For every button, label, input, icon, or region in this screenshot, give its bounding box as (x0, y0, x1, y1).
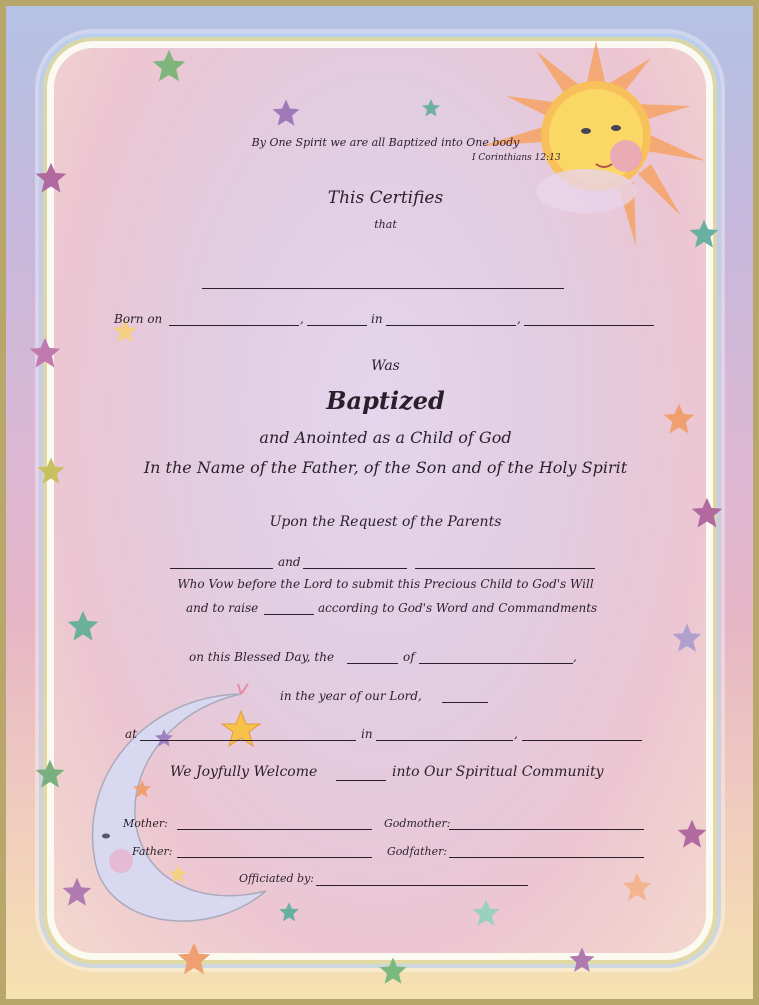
church-comma: , (514, 727, 518, 741)
godmother-line[interactable] (449, 829, 644, 830)
that-text: that (374, 218, 397, 231)
welcome-pre-text: We Joyfully Welcome (170, 764, 318, 780)
star-icon (176, 941, 212, 977)
star-icon (34, 758, 66, 790)
star-icon (621, 871, 653, 903)
raise-post-text: according to God's Word and Commandments (318, 601, 598, 615)
church-line[interactable] (140, 740, 356, 741)
star-icon (66, 609, 100, 643)
request-text: Upon the Request of the Parents (269, 514, 502, 530)
vow-text: Who Vow before the Lord to submit this Precious Child to God's Will (177, 577, 594, 591)
star-icon (154, 728, 174, 748)
star-icon (278, 901, 300, 923)
at-label: at (125, 727, 137, 741)
star-icon (168, 864, 188, 884)
welcome-post-text: into Our Spiritual Community (392, 764, 604, 780)
anointed-text: and Anointed as a Child of God (259, 428, 512, 447)
birth-state-line[interactable] (524, 325, 654, 326)
birth-year-line[interactable] (307, 325, 367, 326)
star-icon (568, 946, 596, 974)
star-icon (271, 98, 301, 128)
verse-reference: I Corinthians 12:13 (472, 153, 561, 163)
blessed-day-text: on this Blessed Day, the (189, 650, 335, 664)
born-comma: , (300, 312, 304, 326)
verse-text: By One Spirit we are all Baptized into One body (251, 136, 520, 149)
birth-city-line[interactable] (386, 325, 516, 326)
month-comma: , (573, 650, 577, 664)
star-icon (471, 898, 501, 928)
church-state-line[interactable] (522, 740, 642, 741)
godfather-line[interactable] (449, 857, 644, 858)
baptized-heading: Baptized (326, 386, 445, 415)
parent-two-line[interactable] (303, 568, 407, 569)
moon-illustration (66, 676, 296, 946)
star-icon (421, 98, 441, 118)
church-city-line[interactable] (376, 740, 513, 741)
of-label: of (403, 650, 415, 664)
child-name-line[interactable] (202, 288, 564, 289)
blessed-day-line[interactable] (347, 663, 398, 664)
godmother-label: Godmother: (384, 817, 451, 830)
star-icon (378, 956, 408, 986)
welcome-name-line[interactable] (336, 780, 386, 781)
year-line[interactable] (442, 702, 488, 703)
star-icon (61, 876, 93, 908)
star-icon (676, 818, 708, 850)
officiant-line[interactable] (316, 885, 528, 886)
raise-pronoun-line[interactable] (264, 614, 314, 615)
born-in-label: in (371, 312, 383, 326)
born-on-label: Born on (114, 312, 163, 326)
born-comma-2: , (517, 312, 521, 326)
godfather-label: Godfather: (387, 845, 448, 858)
and-label: and (278, 555, 301, 569)
raise-pre-text: and to raise (186, 601, 259, 615)
star-icon (671, 622, 703, 654)
star-icon (151, 48, 187, 84)
star-icon (132, 779, 152, 799)
father-line[interactable] (177, 857, 372, 858)
father-label: Father: (132, 845, 173, 858)
was-text: Was (371, 358, 400, 374)
certifies-heading: This Certifies (327, 188, 444, 208)
parent-one-line[interactable] (170, 568, 273, 569)
birth-date-line[interactable] (169, 325, 299, 326)
blessed-month-line[interactable] (419, 663, 573, 664)
officiated-label: Officiated by: (239, 872, 314, 885)
trinity-text: In the Name of the Father, of the Son and of the Holy Spirit (143, 458, 628, 477)
mother-line[interactable] (177, 829, 372, 830)
mother-label: Mother: (123, 817, 168, 830)
church-in-label: in (361, 727, 373, 741)
parent-surname-line[interactable] (415, 568, 595, 569)
year-text: in the year of our Lord, (280, 689, 422, 703)
